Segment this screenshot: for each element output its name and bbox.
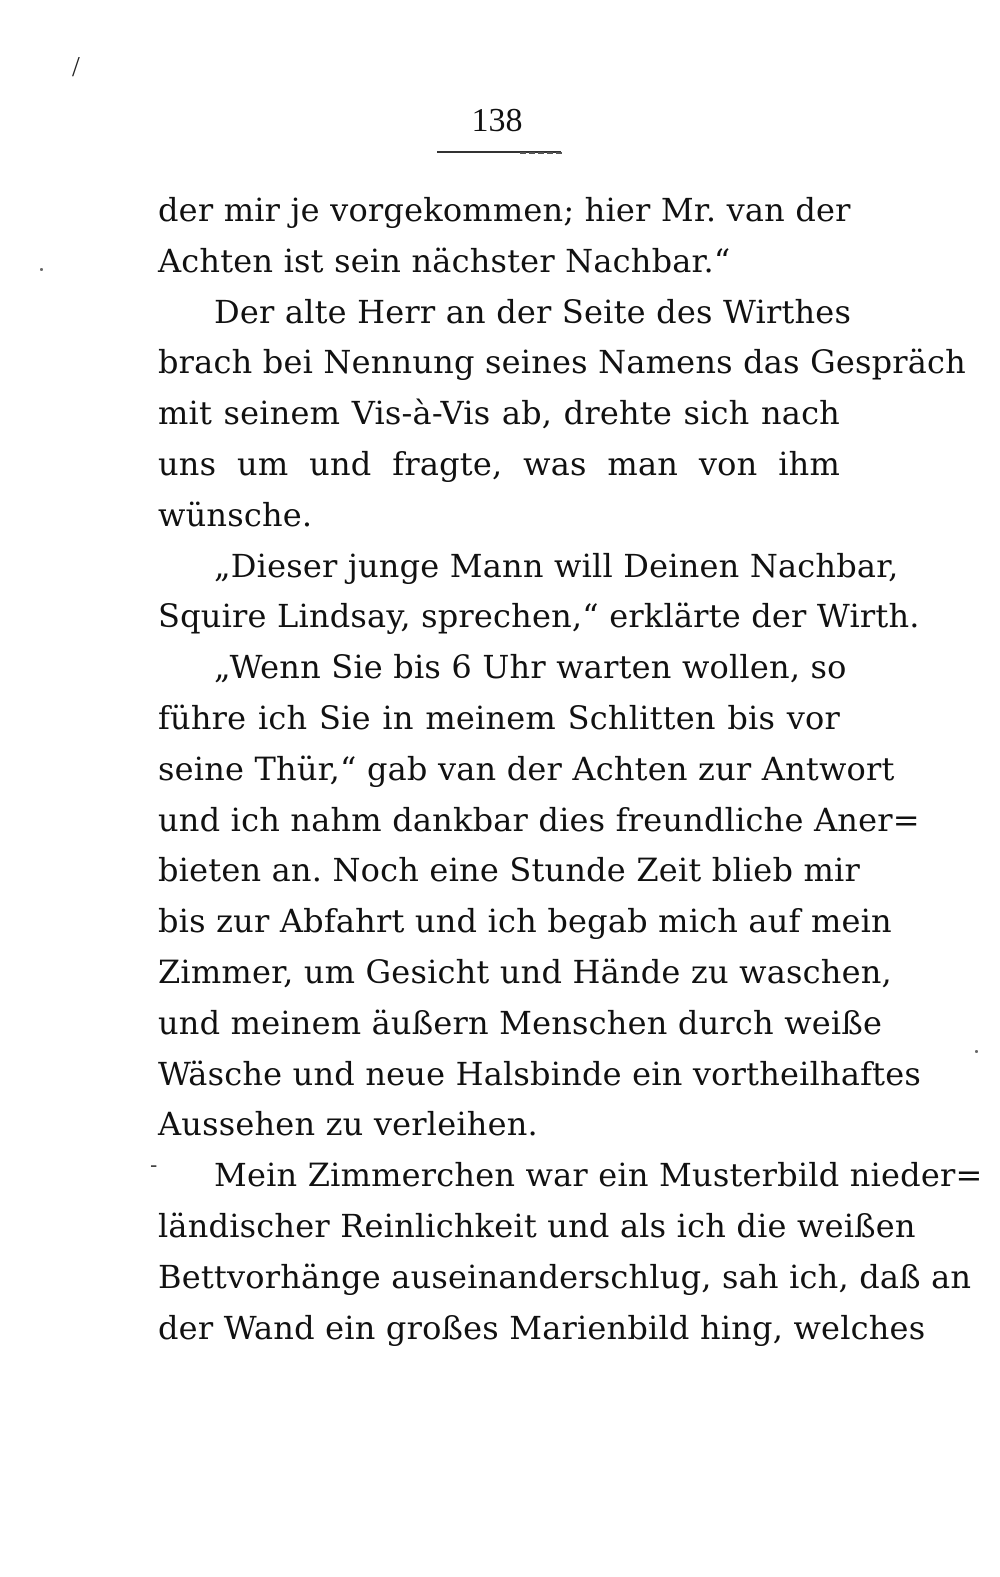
text-line: Squire Lindsay, sprechen,“ erklärte der Wirth.	[158, 597, 920, 636]
header-rule-dashed-end	[520, 152, 562, 154]
text-line: Mein Zimmerchen war ein Musterbild nieder=	[214, 1156, 983, 1195]
page-number-text: 138	[471, 102, 523, 139]
text-line: „Dieser junge Mann will Deinen Nachbar,	[214, 546, 899, 585]
text-line: Achten ist sein nächster Nachbar.“	[158, 241, 731, 280]
page-number	[0, 102, 1000, 140]
text-line: und ich nahm dankbar dies freundliche Aner=	[158, 800, 920, 839]
text-line: mit seinem Vis-à-Vis ab, drehte sich nach	[158, 394, 840, 433]
text-line: brach bei Nennung seines Namens das Gespräch	[158, 343, 966, 382]
corner-pencil-mark: /	[72, 52, 80, 83]
text-line: führe ich Sie in meinem Schlitten bis vor	[158, 698, 840, 737]
text-line: Wäsche und neue Halsbinde ein vortheilhaftes	[158, 1054, 921, 1093]
speck	[40, 268, 43, 271]
text-line: ländischer Reinlichkeit und als ich die weißen	[158, 1206, 916, 1245]
text-line: „Wenn Sie bis 6 Uhr warten wollen, so	[214, 648, 847, 687]
text-line: und meinem äußern Menschen durch weiße	[158, 1003, 883, 1042]
body-text	[158, 185, 983, 1353]
text-line: Aussehen zu verleihen.	[158, 1105, 538, 1144]
text-line: wünsche.	[158, 495, 313, 534]
text-line: seine Thür,“ gab van der Achten zur Antwort	[158, 749, 895, 788]
text-line: Der alte Herr an der Seite des Wirthes	[214, 292, 852, 331]
text-line: der Wand ein großes Marienbild hing, welches	[158, 1308, 926, 1347]
text-line: Bettvorhänge auseinanderschlug, sah ich, daß an	[158, 1257, 972, 1296]
text-line: bieten an. Noch eine Stunde Zeit blieb mir	[158, 851, 860, 890]
text-line: der mir je vorgekommen; hier Mr. van der	[158, 191, 851, 229]
speck	[975, 1050, 978, 1053]
stray-margin-mark: -	[150, 1152, 158, 1177]
text-line: Zimmer, um Gesicht und Hände zu waschen,	[158, 952, 892, 991]
text-line: uns um und fragte, was man von ihm	[158, 444, 840, 483]
text-line: bis zur Abfahrt und ich begab mich auf mein	[158, 902, 892, 941]
